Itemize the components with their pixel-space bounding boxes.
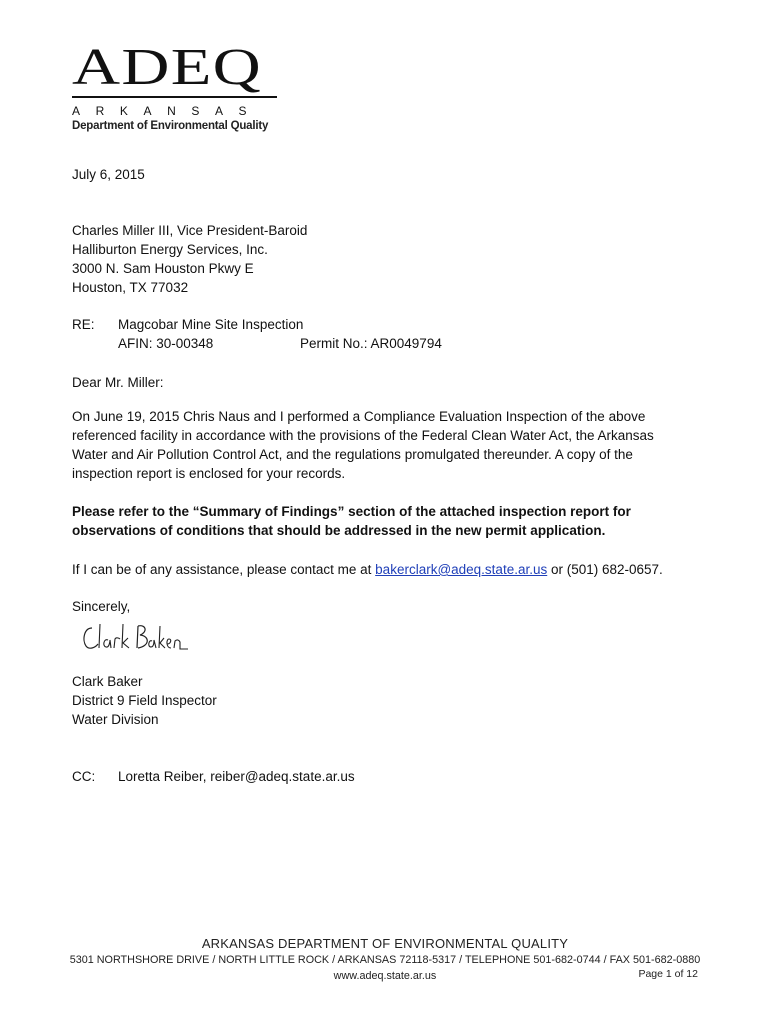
recipient-line: Houston, TX 77032	[72, 280, 189, 295]
contact-text: If I can be of any assistance, please contact me at	[72, 562, 376, 577]
re-afin: AFIN: 30-00348	[118, 336, 214, 351]
logo-wordmark: ADEQ	[72, 39, 262, 96]
footer-address: 5301 NORTHSHORE DRIVE / NORTH LITTLE ROCK / ARKANSAS 72118-5317 / TELEPHONE 501-682-0744 / FAX 501-682-0880	[69, 954, 701, 966]
logo-state: ARKANSAS	[72, 104, 263, 118]
logo-department: Department of Environmental Quality	[72, 120, 269, 132]
adeq-logo	[72, 39, 282, 132]
cc-label: CC:	[72, 769, 96, 784]
re-permit: Permit No.: AR0049794	[300, 336, 442, 351]
re-block	[72, 315, 692, 353]
letter-date: July 6, 2015	[72, 167, 145, 182]
recipient-line: Charles Miller III, Vice President-Baroid	[72, 223, 308, 238]
signer-name: Clark Baker	[72, 674, 143, 689]
handwritten-signature	[80, 618, 190, 658]
signer-block	[72, 672, 217, 729]
recipient-address	[72, 221, 307, 297]
contact-paragraph	[72, 560, 712, 579]
signer-division: Water Division	[72, 712, 159, 727]
contact-phone: or (501) 682-0657.	[547, 562, 663, 577]
footer-title: ARKANSAS DEPARTMENT OF ENVIRONMENTAL QUALITY	[201, 936, 569, 951]
recipient-line: Halliburton Energy Services, Inc.	[72, 242, 268, 257]
cc-value: Loretta Reiber, reiber@adeq.state.ar.us	[118, 769, 355, 784]
body-paragraph: On June 19, 2015 Chris Naus and I performed a Compliance Evaluation Inspection of the above referenced facility in accordance with the provisions of the Federal Clean Water Act, the Arkansas Water and Air Pollution Control Act, and the regulations promulgated thereunder. A copy of the inspection report is enclosed for your records.	[72, 409, 654, 481]
recipient-line: 3000 N. Sam Houston Pkwy E	[72, 261, 254, 276]
findings-paragraph: Please refer to the “Summary of Findings” section of the attached inspection report for observations of conditions that should be addressed in the new permit application.	[72, 504, 631, 538]
signature-text: Clark Baker	[80, 618, 86, 619]
footer-website: www.adeq.state.ar.us	[333, 970, 437, 982]
salutation: Dear Mr. Miller:	[72, 375, 164, 390]
signer-title: District 9 Field Inspector	[72, 693, 217, 708]
re-subject: Magcobar Mine Site Inspection	[118, 317, 304, 332]
re-label: RE:	[72, 317, 95, 332]
email-link[interactable]: bakerclark@adeq.state.ar.us	[375, 562, 548, 577]
page-number: Page 1 of 12	[638, 968, 698, 980]
logo-rule	[72, 96, 277, 98]
closing: Sincerely,	[72, 599, 131, 614]
footer	[60, 936, 710, 985]
